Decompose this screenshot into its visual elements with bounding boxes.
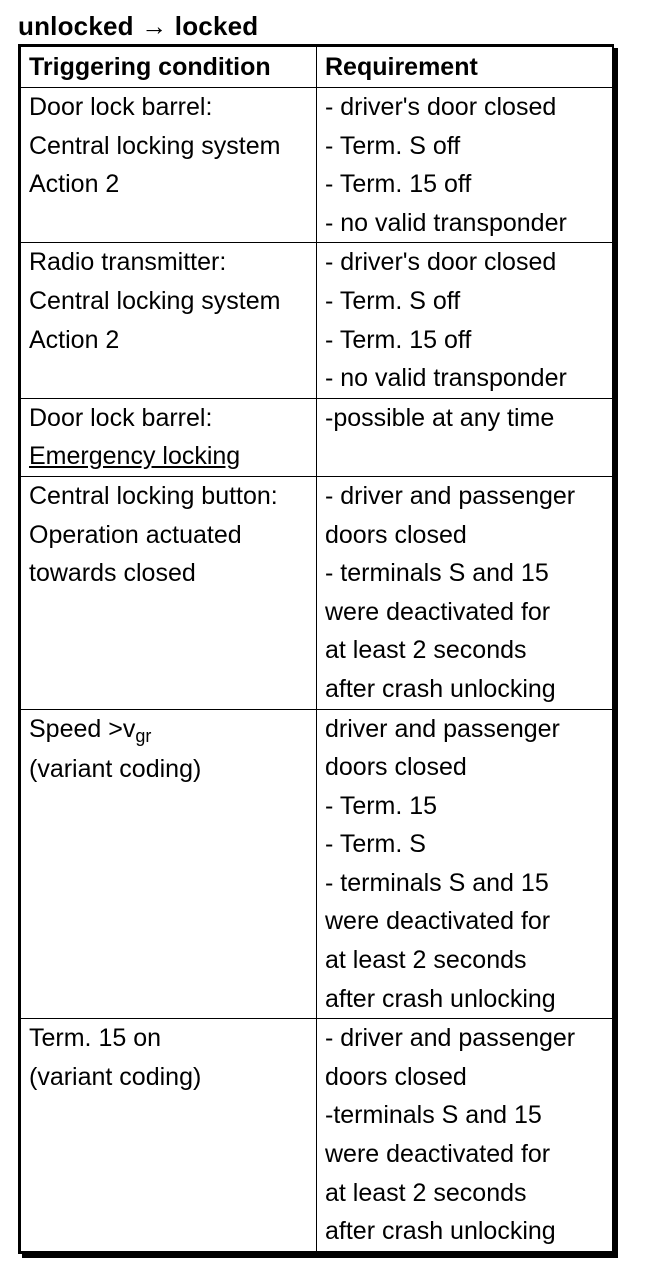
- condition-cell: [21, 398, 317, 476]
- header-triggering-condition: Triggering condition: [21, 47, 317, 88]
- condition-line: Central locking system: [29, 286, 281, 315]
- table-row: [21, 398, 613, 476]
- condition-line: Central locking system: [29, 131, 281, 160]
- condition-line: Action 2: [29, 170, 120, 199]
- speed-condition-line: [29, 710, 312, 751]
- requirement-line: doors closed: [325, 1062, 467, 1091]
- requirement-line: at least 2 seconds: [325, 636, 527, 665]
- requirement-line: driver and passenger: [325, 714, 560, 743]
- requirement-line: doors closed: [325, 753, 467, 782]
- requirement-line: - terminals S and 15: [325, 559, 549, 588]
- requirement-line: - Term. 15 off: [325, 170, 472, 199]
- table-row: [21, 476, 613, 709]
- requirement-cell: [317, 88, 613, 243]
- requirement-line: after crash unlocking: [325, 984, 556, 1013]
- condition-line: towards closed: [29, 559, 196, 588]
- page-title: unlocked → locked: [18, 11, 259, 41]
- condition-line: Door lock barrel:: [29, 403, 213, 432]
- requirement-line: -possible at any time: [325, 403, 555, 432]
- condition-line: Door lock barrel:: [29, 93, 213, 121]
- requirement-cell: [317, 243, 613, 398]
- requirement-line: - driver and passenger: [325, 481, 576, 510]
- condition-line: Radio transmitter:: [29, 248, 227, 277]
- condition-line: (variant coding): [29, 1062, 202, 1091]
- requirement-line: - Term. S: [325, 830, 426, 859]
- speed-condition-prefix: Speed >v: [29, 714, 136, 743]
- requirement-line: after crash unlocking: [325, 1217, 556, 1246]
- condition-line: (variant coding): [29, 755, 202, 784]
- table-row: [21, 243, 613, 398]
- table-row: [21, 88, 613, 243]
- requirement-cell: [317, 709, 613, 1019]
- requirement-line: were deactivated for: [325, 1140, 551, 1169]
- condition-cell: [21, 88, 317, 243]
- requirement-line: doors closed: [325, 520, 467, 549]
- condition-cell: [21, 1019, 317, 1252]
- requirement-line: - driver and passenger: [325, 1024, 576, 1053]
- requirement-line: at least 2 seconds: [325, 946, 527, 975]
- condition-line: Emergency locking: [29, 442, 241, 471]
- condition-line: Action 2: [29, 325, 120, 354]
- requirement-cell: [317, 1019, 613, 1252]
- requirement-line: - no valid transponder: [325, 208, 567, 237]
- table-header-row: [21, 47, 613, 88]
- requirement-line: -terminals S and 15: [325, 1101, 542, 1130]
- requirement-line: at least 2 seconds: [325, 1178, 527, 1207]
- condition-line: Operation actuated: [29, 520, 242, 549]
- condition-line: Term. 15 on: [29, 1024, 162, 1053]
- requirement-line: - Term. 15: [325, 791, 438, 820]
- requirement-line: after crash unlocking: [325, 674, 556, 703]
- requirements-table: [18, 44, 614, 1254]
- requirement-line: were deactivated for: [325, 907, 551, 936]
- requirement-line: - driver's door closed: [325, 248, 557, 277]
- table-row: [21, 709, 613, 1019]
- header-requirement: Requirement: [317, 47, 613, 88]
- requirement-cell: [317, 398, 613, 476]
- condition-cell: [21, 709, 317, 1019]
- requirement-line: - Term. S off: [325, 286, 461, 315]
- condition-cell: [21, 243, 317, 398]
- requirement-line: - Term. 15 off: [325, 325, 472, 354]
- speed-condition-subscript: gr: [135, 725, 152, 746]
- requirement-cell: [317, 476, 613, 709]
- condition-cell: [21, 476, 317, 709]
- requirement-line: were deactivated for: [325, 597, 551, 626]
- requirement-line: - terminals S and 15: [325, 868, 549, 897]
- requirement-line: - driver's door closed: [325, 93, 557, 121]
- requirement-line: - no valid transponder: [325, 364, 567, 393]
- requirement-line: - Term. S off: [325, 131, 461, 160]
- table-row: [21, 1019, 613, 1252]
- condition-line: Central locking button:: [29, 481, 278, 510]
